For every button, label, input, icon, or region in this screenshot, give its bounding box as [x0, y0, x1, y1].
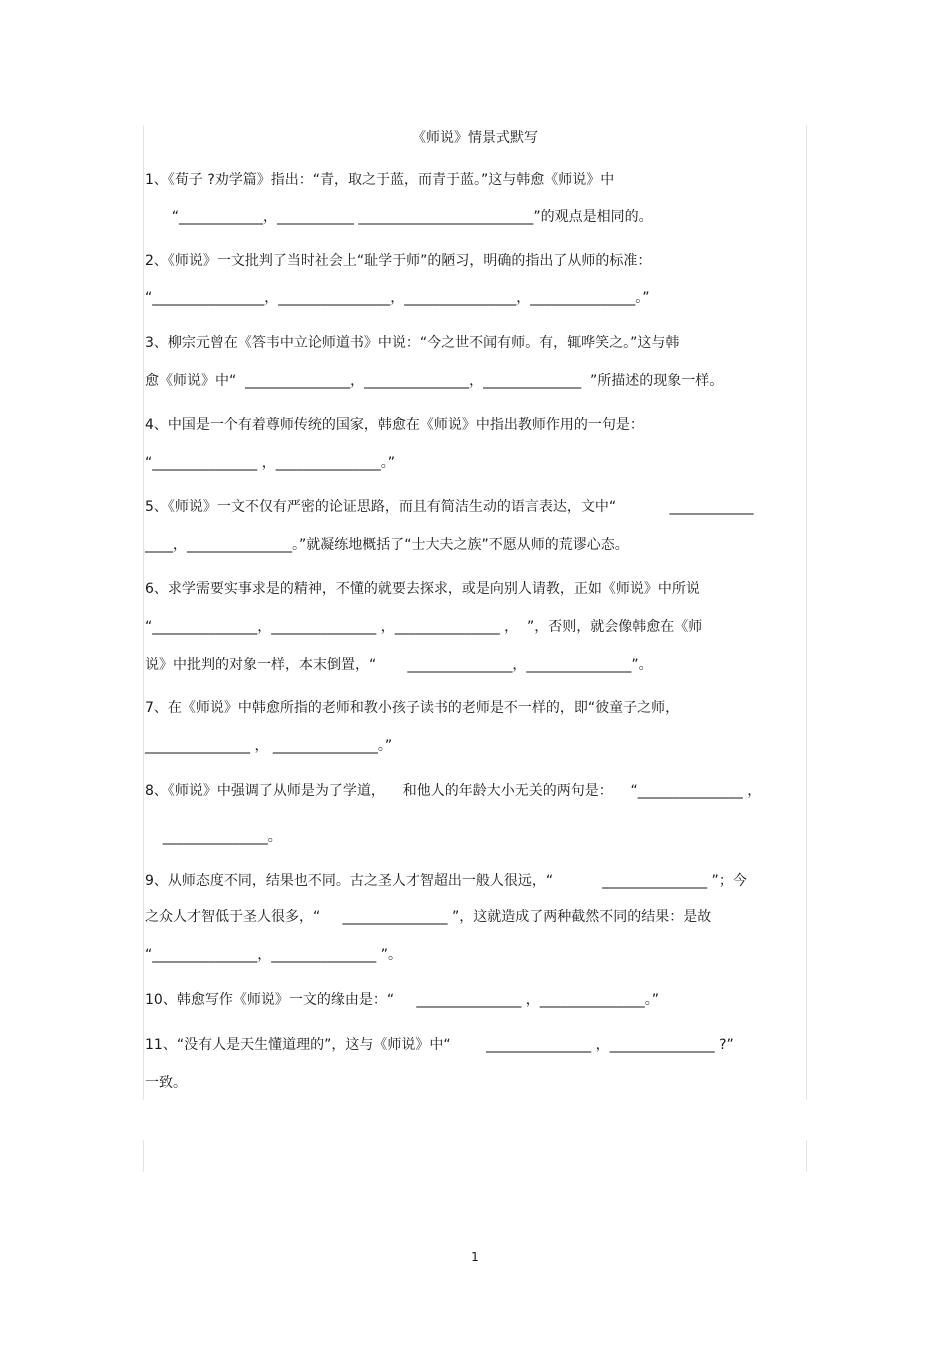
text-line-q6-cont: 说》中批判的对象一样，本末倒置，“ _______________，_______________”。 [145, 657, 653, 673]
left-margin-line-lower [143, 1140, 144, 1172]
text-line-q2: 2、《师说》一文批判了当时社会上“耻学于师”的陋习，明确的指出了从师的标准： [145, 253, 652, 269]
text-line-q1-blank: “____________，___________ _________________________”的观点是相同的。 [145, 209, 653, 225]
text-line-q3-blank: 愈《师说》中“ _______________，_______________，______________ ”所描述的现象一样。 [145, 373, 724, 389]
text-line-q4: 4、中国是一个有着尊师传统的国家，韩愈在《师说》中指出教师作用的一句是： [145, 417, 644, 433]
text-line-q9-cont: 之众人才智低于圣人很多，“ _______________ ”，这就造成了两种截然不同的结果：是故 [145, 909, 712, 925]
page-number: 1 [471, 1250, 479, 1264]
text-line-q7: 7、在《师说》中韩愈所指的老师和教小孩子读书的老师是不一样的，即“彼童子之师， [145, 700, 680, 716]
text-line-q9-blank: “_______________，_______________ ”。 [145, 947, 402, 963]
text-line-q7-blank: _______________ ， _______________。” [145, 738, 393, 754]
left-margin-line [143, 125, 144, 1100]
text-line-q11-cont: 一致。 [145, 1075, 187, 1091]
text-line-q9: 9、从师态度不同，结果也不同。古之圣人才智超出一般人很远，“ _______________ ”；今 [145, 873, 747, 889]
text-line-q10: 10、韩愈写作《师说》一文的缘由是：“ _______________ ，_______________。” [145, 992, 660, 1008]
page-title: 《师说》情景式默写 [412, 130, 538, 146]
text-line-q11: 11、“没有人是天生懂道理的”，这与《师说》中“ _______________ ，_______________ ?” [145, 1037, 734, 1053]
text-line-q8: 8、《师说》中强调了从师是为了学道， 和他人的年龄大小无关的两句是： “_______________ ， [145, 783, 762, 799]
text-line-q3: 3、柳宗元曾在《答韦中立论师道书》中说：“今之世不闻有师。有，辄哗笑之。”这与韩 [145, 335, 680, 351]
text-line-q2-blank: “________________，________________，________________，_______________。” [145, 290, 650, 306]
text-line-q6: 6、求学需要实事求是的精神，不懂的就要去探求，或是向别人请教，正如《师说》中所说 [145, 581, 700, 597]
right-margin-line [806, 125, 807, 1100]
text-line-q5-blank: ____，_______________。”就凝练地概括了“士大夫之族”不愿从师的荒谬心态。 [145, 537, 629, 553]
text-line-q4-blank: “_______________ ，_______________。” [145, 455, 395, 471]
text-line-q1: 1、《荀子 ?劝学篇》指出：“青，取之于蓝，而青于蓝。”这与韩愈《师说》中 [145, 172, 615, 188]
right-margin-line-lower [806, 1140, 807, 1172]
text-line-q8-blank: _______________。 [145, 829, 282, 845]
text-line-q5: 5、《师说》一文不仅有严密的论证思路，而且有简洁生动的语言表达，文中“ ____________ [145, 499, 754, 515]
text-line-q6-blank: “_______________，_______________ ，_______________ ， ”，否则，就会像韩愈在《师 [145, 619, 703, 635]
